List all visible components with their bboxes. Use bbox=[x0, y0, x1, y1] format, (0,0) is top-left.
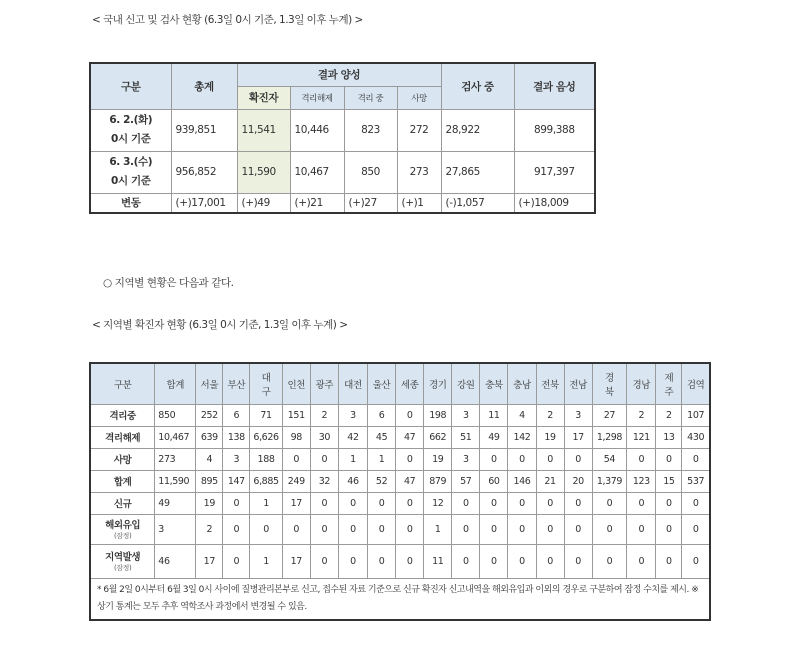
table-cell: 0 bbox=[452, 544, 480, 578]
table-cell: 13 bbox=[656, 426, 682, 448]
table-cell: 3 bbox=[452, 404, 480, 426]
header-sejong: 세종 bbox=[396, 363, 424, 404]
table-cell: 123 bbox=[627, 470, 656, 492]
row-label: 격리해제 bbox=[90, 426, 155, 448]
table-cell: 0 bbox=[592, 544, 627, 578]
table-row bbox=[90, 492, 710, 514]
table-cell: 0 bbox=[627, 514, 656, 544]
table-cell: 6,626 bbox=[250, 426, 282, 448]
table-cell: 0 bbox=[508, 544, 536, 578]
table-cell: 138 bbox=[223, 426, 250, 448]
table-cell: 30 bbox=[310, 426, 338, 448]
table-cell: 0 bbox=[627, 544, 656, 578]
table-cell: 147 bbox=[223, 470, 250, 492]
table-row bbox=[90, 426, 710, 448]
table-cell: 0 bbox=[452, 514, 480, 544]
header-total: 총계 bbox=[171, 63, 237, 109]
cell-released: 10,446 bbox=[290, 109, 344, 151]
header-gyeongbuk: 경 북 bbox=[592, 363, 627, 404]
table-cell: 0 bbox=[310, 544, 338, 578]
table-cell: 21 bbox=[536, 470, 564, 492]
table-cell: 0 bbox=[564, 544, 592, 578]
table-cell: 2 bbox=[196, 514, 223, 544]
table-cell: 6 bbox=[223, 404, 250, 426]
cell-testing: 28,922 bbox=[441, 109, 514, 151]
row-label: 변동 bbox=[90, 193, 171, 213]
header-quarantine: 검역 bbox=[682, 363, 710, 404]
header-confirmed: 확진자 bbox=[237, 86, 290, 109]
header-death: 사망 bbox=[397, 86, 441, 109]
table-cell: 0 bbox=[536, 492, 564, 514]
cell-isolated: 850 bbox=[344, 151, 397, 193]
table-cell: 19 bbox=[196, 492, 223, 514]
cell-death: 273 bbox=[397, 151, 441, 193]
table-cell: 1 bbox=[338, 448, 367, 470]
row-label: 6. 3.(수) 0시 기준 bbox=[90, 151, 171, 193]
table-cell: 0 bbox=[396, 404, 424, 426]
table-cell: 0 bbox=[564, 492, 592, 514]
table-cell: 0 bbox=[480, 492, 508, 514]
cell-isolated: (+)27 bbox=[344, 193, 397, 213]
table-cell: 198 bbox=[424, 404, 452, 426]
table-cell: 60 bbox=[480, 470, 508, 492]
cell-released: 10,467 bbox=[290, 151, 344, 193]
header-chungnam: 충남 bbox=[508, 363, 536, 404]
cell-testing: 27,865 bbox=[441, 151, 514, 193]
header-positive: 결과 양성 bbox=[237, 63, 441, 86]
table-cell: 0 bbox=[682, 514, 710, 544]
header-jeonnam: 전남 bbox=[564, 363, 592, 404]
table-cell: 46 bbox=[338, 470, 367, 492]
row-label: 격리중 bbox=[90, 404, 155, 426]
table-cell: 15 bbox=[656, 470, 682, 492]
table-cell: 17 bbox=[282, 492, 310, 514]
table-cell: 662 bbox=[424, 426, 452, 448]
table-cell: 51 bbox=[452, 426, 480, 448]
table-cell: 0 bbox=[282, 448, 310, 470]
table-cell: 11,590 bbox=[155, 470, 196, 492]
header-jeonbuk: 전북 bbox=[536, 363, 564, 404]
table-cell: 273 bbox=[155, 448, 196, 470]
row-label: 6. 2.(화) 0시 기준 bbox=[90, 109, 171, 151]
table-cell: 27 bbox=[592, 404, 627, 426]
table-cell: 3 bbox=[564, 404, 592, 426]
table-cell: 0 bbox=[656, 514, 682, 544]
table-cell: 46 bbox=[155, 544, 196, 578]
header-ulsan: 울산 bbox=[368, 363, 396, 404]
table-cell: 0 bbox=[627, 448, 656, 470]
table-cell: 1 bbox=[424, 514, 452, 544]
row-label: 사망 bbox=[90, 448, 155, 470]
table-cell: 0 bbox=[396, 448, 424, 470]
table-cell: 0 bbox=[396, 514, 424, 544]
cell-death: 272 bbox=[397, 109, 441, 151]
table-cell: 17 bbox=[196, 544, 223, 578]
table-cell: 249 bbox=[282, 470, 310, 492]
table-cell: 0 bbox=[310, 492, 338, 514]
table-row-change bbox=[90, 193, 595, 213]
table-cell: 0 bbox=[396, 492, 424, 514]
cell-total: (+)17,001 bbox=[171, 193, 237, 213]
national-test-table bbox=[89, 62, 596, 214]
cell-negative: 899,388 bbox=[514, 109, 595, 151]
table-row bbox=[90, 448, 710, 470]
table-cell: 0 bbox=[223, 514, 250, 544]
table-cell: 0 bbox=[536, 448, 564, 470]
table-cell: 12 bbox=[424, 492, 452, 514]
header-incheon: 인천 bbox=[282, 363, 310, 404]
table-cell: 4 bbox=[508, 404, 536, 426]
table-cell: 32 bbox=[310, 470, 338, 492]
table-cell: 121 bbox=[627, 426, 656, 448]
table-cell: 0 bbox=[564, 514, 592, 544]
table-cell: 0 bbox=[564, 448, 592, 470]
row-label: 해외유입 (잠정) bbox=[90, 514, 155, 544]
table-cell: 17 bbox=[282, 544, 310, 578]
table-row bbox=[90, 514, 710, 544]
table-cell: 19 bbox=[424, 448, 452, 470]
table-cell: 98 bbox=[282, 426, 310, 448]
table-cell: 0 bbox=[592, 492, 627, 514]
cell-total: 939,851 bbox=[171, 109, 237, 151]
table-row bbox=[90, 404, 710, 426]
table-cell: 2 bbox=[310, 404, 338, 426]
table-cell: 142 bbox=[508, 426, 536, 448]
table-cell: 17 bbox=[564, 426, 592, 448]
header-isolated: 격리 중 bbox=[344, 86, 397, 109]
table-cell: 0 bbox=[508, 448, 536, 470]
table-cell: 850 bbox=[155, 404, 196, 426]
table-cell: 0 bbox=[627, 492, 656, 514]
table-cell: 0 bbox=[480, 544, 508, 578]
table-cell: 0 bbox=[682, 544, 710, 578]
cell-isolated: 823 bbox=[344, 109, 397, 151]
table-cell: 3 bbox=[155, 514, 196, 544]
table-cell: 1 bbox=[250, 492, 282, 514]
row-label: 합계 bbox=[90, 470, 155, 492]
table-cell: 57 bbox=[452, 470, 480, 492]
table-cell: 49 bbox=[480, 426, 508, 448]
table-cell: 0 bbox=[508, 514, 536, 544]
table-cell: 0 bbox=[592, 514, 627, 544]
table-row bbox=[90, 470, 710, 492]
table-cell: 146 bbox=[508, 470, 536, 492]
row-label: 신규 bbox=[90, 492, 155, 514]
table-cell: 0 bbox=[223, 492, 250, 514]
header-daegu: 대 구 bbox=[250, 363, 282, 404]
header-gwangju: 광주 bbox=[310, 363, 338, 404]
table-cell: 1 bbox=[250, 544, 282, 578]
header-chungbuk: 충북 bbox=[480, 363, 508, 404]
table-cell: 0 bbox=[682, 492, 710, 514]
header-daejeon: 대전 bbox=[338, 363, 367, 404]
table-cell: 0 bbox=[480, 448, 508, 470]
regional-case-table bbox=[89, 362, 711, 621]
table-cell: 895 bbox=[196, 470, 223, 492]
header-sum: 합계 bbox=[155, 363, 196, 404]
table-cell: 0 bbox=[338, 514, 367, 544]
table-cell: 0 bbox=[452, 492, 480, 514]
table-row bbox=[90, 151, 595, 193]
table-cell: 3 bbox=[338, 404, 367, 426]
table-cell: 0 bbox=[508, 492, 536, 514]
table-cell: 0 bbox=[338, 492, 367, 514]
table-cell: 2 bbox=[656, 404, 682, 426]
cell-confirmed: 11,541 bbox=[237, 109, 290, 151]
table-cell: 0 bbox=[536, 544, 564, 578]
table-cell: 6,885 bbox=[250, 470, 282, 492]
table-cell: 45 bbox=[368, 426, 396, 448]
table-cell: 639 bbox=[196, 426, 223, 448]
table-cell: 2 bbox=[536, 404, 564, 426]
footnote: * 6월 2일 0시부터 6월 3일 0시 사이에 질병관리본부로 신고, 접수된 자료 기준으로 신규 확진자 신고내역을 해외유입과 이외의 경우로 구분하여 잠정 수치를 제시. ※ 상기 통계는 모두 추후 역학조사 과정에서 변경될 수 있음. bbox=[90, 578, 710, 620]
cell-confirmed: 11,590 bbox=[237, 151, 290, 193]
cell-negative: (+)18,009 bbox=[514, 193, 595, 213]
table-row bbox=[90, 109, 595, 151]
header-negative: 결과 음성 bbox=[514, 63, 595, 109]
header-seoul: 서울 bbox=[196, 363, 223, 404]
table-cell: 1,379 bbox=[592, 470, 627, 492]
header-busan: 부산 bbox=[223, 363, 250, 404]
table-cell: 0 bbox=[536, 514, 564, 544]
table-cell: 0 bbox=[223, 544, 250, 578]
table-cell: 107 bbox=[682, 404, 710, 426]
table-cell: 0 bbox=[310, 448, 338, 470]
table-cell: 0 bbox=[656, 492, 682, 514]
table-cell: 188 bbox=[250, 448, 282, 470]
table-cell: 1,298 bbox=[592, 426, 627, 448]
cell-total: 956,852 bbox=[171, 151, 237, 193]
table-cell: 0 bbox=[396, 544, 424, 578]
table-cell: 11 bbox=[480, 404, 508, 426]
table-cell: 0 bbox=[282, 514, 310, 544]
region-intro-text: ○ 지역별 현황은 다음과 같다. bbox=[103, 277, 234, 289]
table-cell: 0 bbox=[480, 514, 508, 544]
cell-confirmed: (+)49 bbox=[237, 193, 290, 213]
table-cell: 0 bbox=[368, 544, 396, 578]
table-cell: 6 bbox=[368, 404, 396, 426]
table-cell: 1 bbox=[368, 448, 396, 470]
table-cell: 19 bbox=[536, 426, 564, 448]
header-category: 구분 bbox=[90, 63, 171, 109]
table-cell: 0 bbox=[656, 448, 682, 470]
table-cell: 71 bbox=[250, 404, 282, 426]
table-cell: 20 bbox=[564, 470, 592, 492]
table-cell: 0 bbox=[250, 514, 282, 544]
table-cell: 0 bbox=[368, 514, 396, 544]
table-cell: 11 bbox=[424, 544, 452, 578]
cell-negative: 917,397 bbox=[514, 151, 595, 193]
table-cell: 52 bbox=[368, 470, 396, 492]
table-cell: 47 bbox=[396, 426, 424, 448]
table-cell: 252 bbox=[196, 404, 223, 426]
header-gangwon: 강원 bbox=[452, 363, 480, 404]
table2-caption: < 지역별 확진자 현황 (6.3일 0시 기준, 1.3일 이후 누계) > bbox=[92, 319, 348, 331]
header-gyeongnam: 경남 bbox=[627, 363, 656, 404]
table-cell: 0 bbox=[368, 492, 396, 514]
table-cell: 3 bbox=[223, 448, 250, 470]
table-cell: 0 bbox=[656, 544, 682, 578]
cell-death: (+)1 bbox=[397, 193, 441, 213]
table-cell: 430 bbox=[682, 426, 710, 448]
table-row bbox=[90, 544, 710, 578]
table-cell: 0 bbox=[682, 448, 710, 470]
header-gyeonggi: 경기 bbox=[424, 363, 452, 404]
table1-caption: < 국내 신고 및 검사 현황 (6.3일 0시 기준, 1.3일 이후 누계) > bbox=[92, 14, 363, 26]
cell-released: (+)21 bbox=[290, 193, 344, 213]
table-cell: 54 bbox=[592, 448, 627, 470]
table-cell: 10,467 bbox=[155, 426, 196, 448]
table-cell: 42 bbox=[338, 426, 367, 448]
table-cell: 3 bbox=[452, 448, 480, 470]
table-cell: 0 bbox=[338, 544, 367, 578]
table-cell: 151 bbox=[282, 404, 310, 426]
table-cell: 2 bbox=[627, 404, 656, 426]
cell-testing: (-)1,057 bbox=[441, 193, 514, 213]
row-label: 지역발생 (잠정) bbox=[90, 544, 155, 578]
table-cell: 49 bbox=[155, 492, 196, 514]
header-released: 격리해제 bbox=[290, 86, 344, 109]
table-cell: 47 bbox=[396, 470, 424, 492]
header-testing: 검사 중 bbox=[441, 63, 514, 109]
table-cell: 4 bbox=[196, 448, 223, 470]
table-cell: 0 bbox=[310, 514, 338, 544]
table-cell: 537 bbox=[682, 470, 710, 492]
header-category: 구분 bbox=[90, 363, 155, 404]
table-cell: 879 bbox=[424, 470, 452, 492]
header-jeju: 제 주 bbox=[656, 363, 682, 404]
